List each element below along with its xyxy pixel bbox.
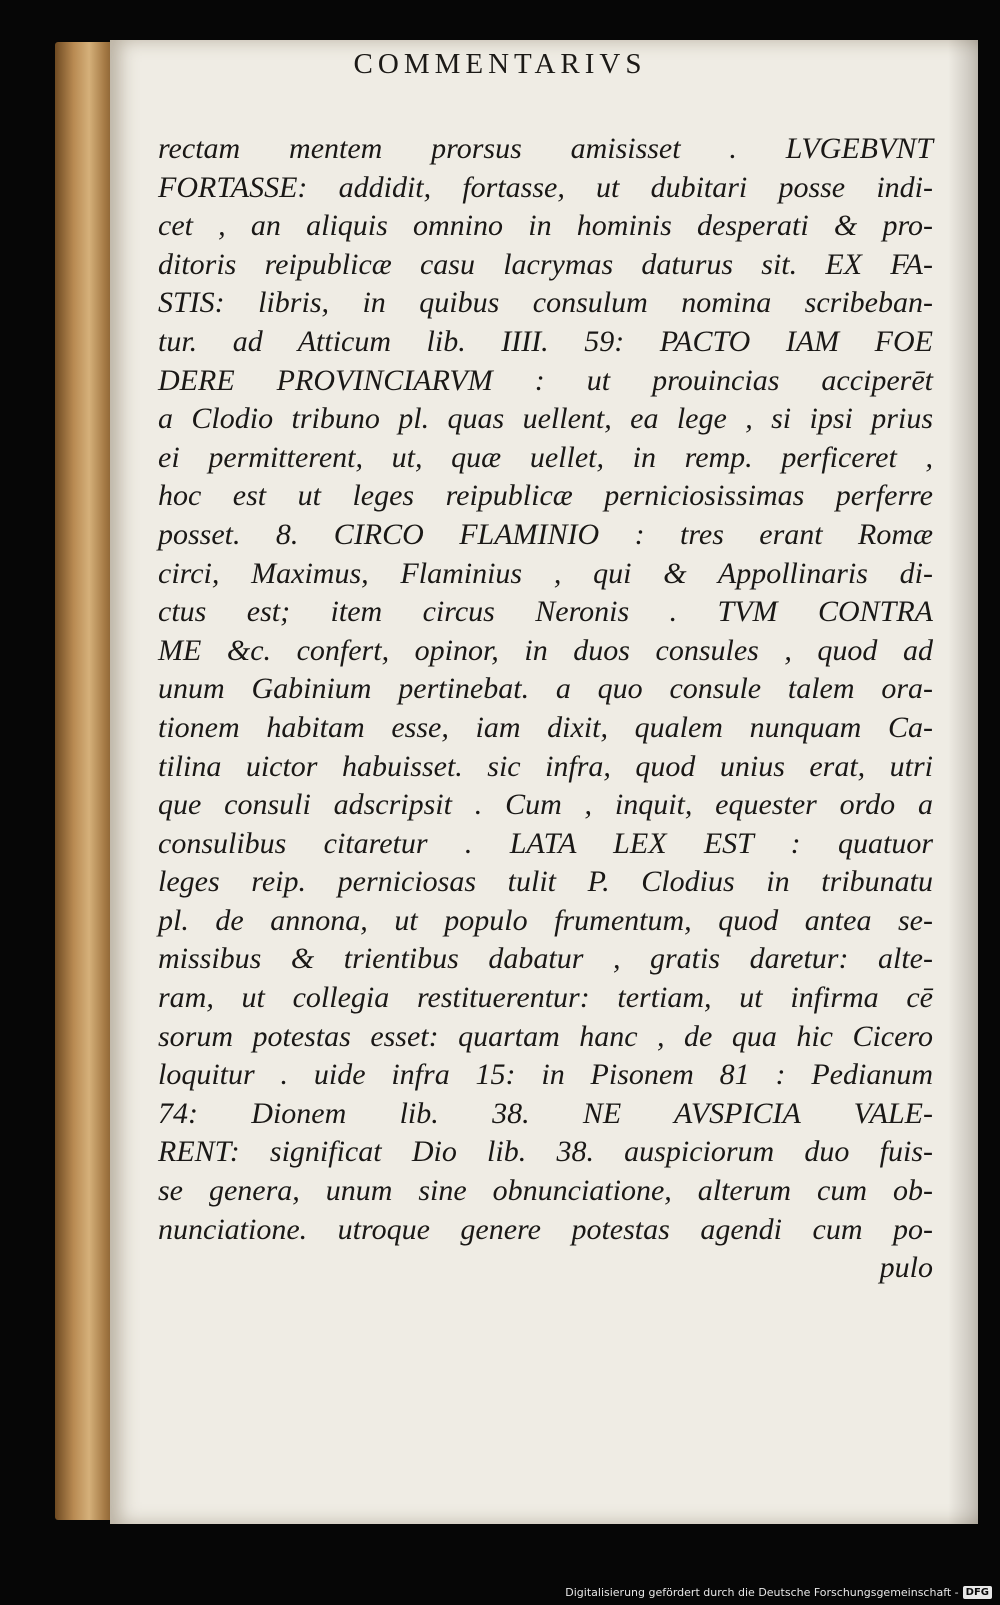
text-line: se genera, unum sine obnunciatione, alterum cum ob- [158,1174,933,1208]
text-line: ei permitterent, ut, quæ uellet, in remp. perficeret , [158,440,933,474]
text-line: DERE PROVINCIARVM : ut prouincias acciperēt [158,363,933,397]
text-line: nunciatione. utroque genere potestas agendi cum po- [158,1212,933,1246]
text-line: leges reip. perniciosas tulit P. Clodius in tribunatu [158,865,933,899]
text-line: pl. de annona, ut populo frumentum, quod antea se- [158,903,933,937]
text-line: ram, ut collegia restituerentur: tertiam, ut infirma cē [158,981,933,1015]
text-line: FORTASSE: addidit, fortasse, ut dubitari posse indi- [158,170,933,204]
text-line: loquitur . uide infra 15: in Pisonem 81 : Pedianum [158,1058,933,1092]
text-line: cet , an aliquis omnino in hominis desperati & pro- [158,209,933,243]
text-line: circi, Maximus, Flaminius , qui & Appollinaris di- [158,556,933,590]
text-line: RENT: significat Dio lib. 38. auspiciorum duo fuis- [158,1135,933,1169]
catchword: pulo [879,1251,933,1285]
text-line: ME &c. confert, opinor, in duos consules , quod ad [158,633,933,667]
text-line: ditoris reipublicæ casu lacrymas daturus sit. EX FA- [158,247,933,281]
text-line: posset. 8. CIRCO FLAMINIO : tres erant Romæ [158,517,933,551]
page-body-text [158,130,933,1288]
text-line: sorum potestas esset: quartam hanc , de qua hic Cicero [158,1019,933,1053]
credit-text: Digitalisierung gefördert durch die Deutsche Forschungsgemeinschaft - [565,1586,959,1599]
text-line: tionem habitam esse, iam dixit, qualem nunquam Ca- [158,710,933,744]
text-line: STIS: libris, in quibus consulum nomina scribeban- [158,286,933,320]
text-line: tur. ad Atticum lib. IIII. 59: PACTO IAM FOE [158,324,933,358]
digitization-credit [565,1586,992,1599]
dfg-logo: DFG [963,1586,992,1599]
book-page-edges [55,42,117,1520]
text-line: unum Gabinium pertinebat. a quo consule talem ora- [158,672,933,706]
text-line: 74: Dionem lib. 38. NE AVSPICIA VALE- [158,1096,933,1130]
text-line: que consuli adscripsit . Cum , inquit, equester ordo a [158,788,933,822]
running-head: COMMENTARIVS [353,48,647,80]
text-line: missibus & trientibus dabatur , gratis daretur: alte- [158,942,933,976]
text-line: ctus est; item circus Neronis . TVM CONTRA [158,595,933,629]
text-line: hoc est ut leges reipublicæ perniciosissimas perferre [158,479,933,513]
text-line: rectam mentem prorsus amisisset . LVGEBVNT [158,132,933,165]
text-line: a Clodio tribuno pl. quas uellent, ea lege , si ipsi prius [158,402,933,436]
page-gutter-shadow [948,40,978,1524]
text-line: consulibus citaretur . LATA LEX EST : quatuor [158,826,933,860]
text-line: tilina uictor habuisset. sic infra, quod unius erat, utri [158,749,933,783]
